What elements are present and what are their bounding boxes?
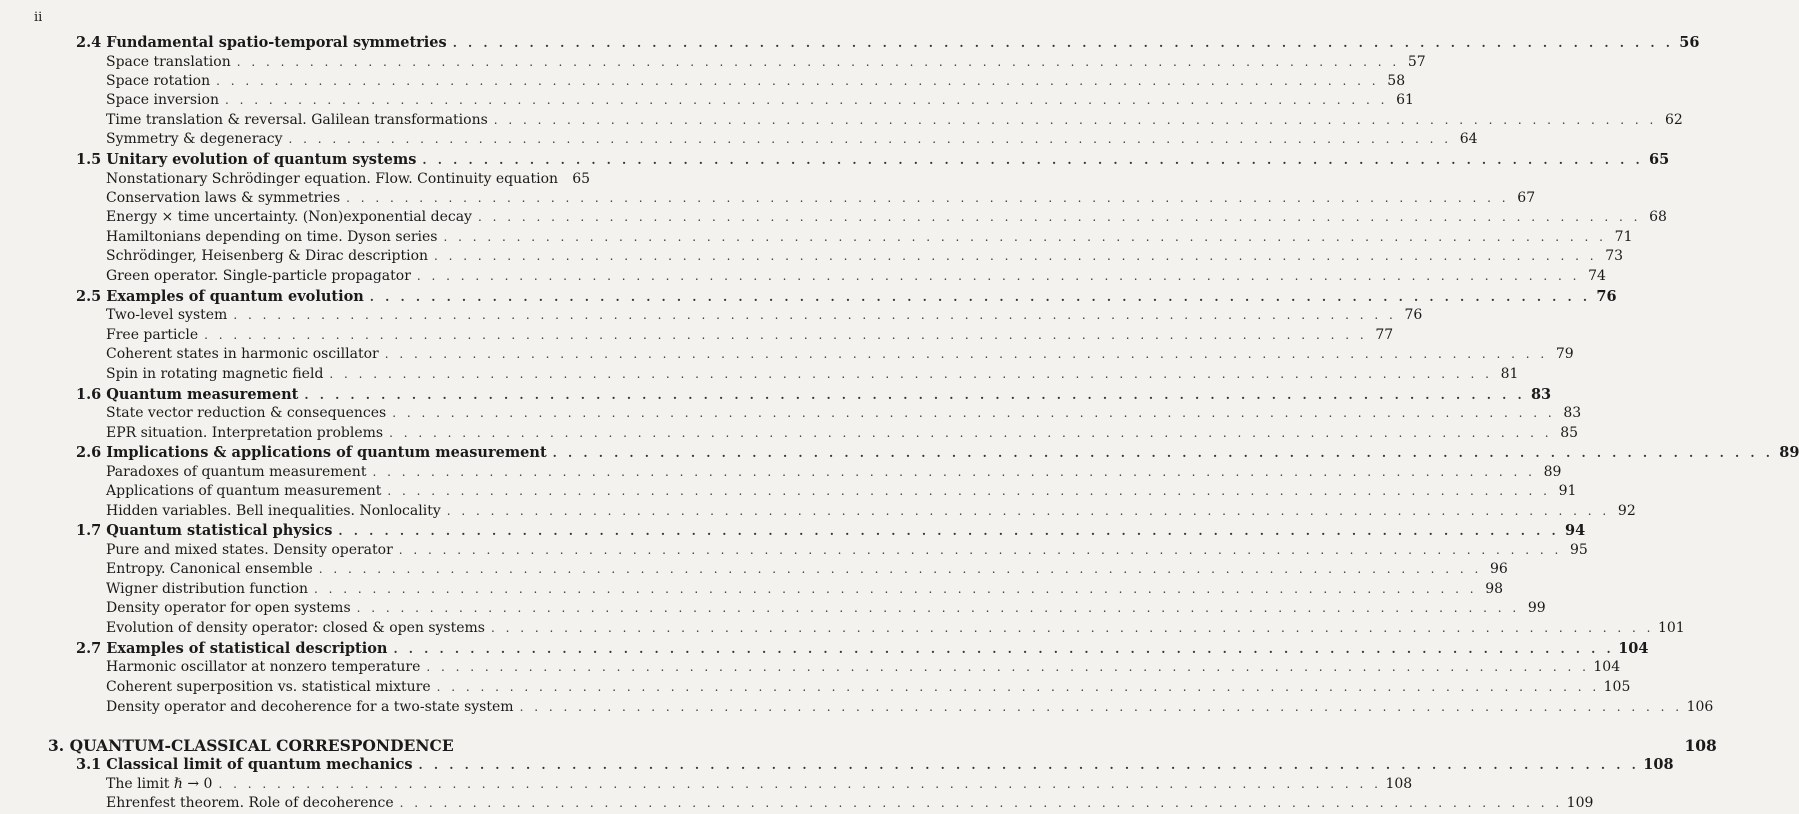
toc-entry-sub[interactable]	[106, 679, 1631, 698]
dot-leader: . . . . . . . . . . . . . . . . . . . . . . . . . . . . . . . . . . . . . . . . . . . . . . . . . . . . . . . . . . . . . . . . . . . . . . . . . . . . . . . .	[418, 758, 1640, 772]
toc-entry-title: Density operator for open systems	[106, 600, 351, 616]
dot-leader: . . . . . . . . . . . . . . . . . . . . . . . . . . . . . . . . . . . . . . . . . . . . . . . . . . . . . . . . . . . . . . . . . . . . . . . . . . . . . . . .	[233, 308, 1397, 322]
toc-entry-page: 104	[1593, 659, 1621, 675]
toc-entry-title: 2.6 Implications & applications of quantum measurement	[76, 444, 547, 461]
toc-entry-sub[interactable]	[106, 542, 1588, 561]
toc-entry-title: Green operator. Single-particle propagator	[106, 268, 411, 284]
toc-entry-sub[interactable]	[106, 229, 1633, 248]
toc-entry-title: Applications of quantum measurement	[106, 483, 382, 499]
dot-leader: . . . . . . . . . . . . . . . . . . . . . . . . . . . . . . . . . . . . . . . . . . . . . . . . . . . . . . . . . . . . . . . . . . . . . . . . . . . . . . . .	[218, 777, 1382, 791]
toc-entry-title: Hidden variables. Bell inequalities. Nonlocality	[106, 503, 441, 519]
toc-entry-title: Coherent states in harmonic oscillator	[106, 346, 379, 362]
toc-entry-page: 101	[1657, 620, 1685, 636]
toc-entry-section[interactable]	[76, 444, 1799, 463]
toc-entry-title: Space rotation	[106, 73, 211, 89]
toc-entry-page: 105	[1603, 679, 1631, 695]
toc-entry-title: Harmonic oscillator at nonzero temperature	[106, 659, 421, 675]
dot-leader: . . . . . . . . . . . . . . . . . . . . . . . . . . . . . . . . . . . . . . . . . . . . . . . . . . . . . . . . . . . . . . . . . . . . . . . . . . . . . . . .	[304, 388, 1526, 402]
toc-entry-page: 74	[1588, 268, 1606, 284]
dot-leader: . . . . . . . . . . . . . . . . . . . . . . . . . . . . . . . . . . . . . . . . . . . . . . . . . . . . . . . . . . . . . . . . . . . . . . . . . . . . . . . .	[477, 210, 1641, 224]
toc-entry-sub[interactable]	[106, 171, 591, 190]
toc-entry-page: 77	[1375, 327, 1394, 343]
dot-leader: . . . . . . . . . . . . . . . . . . . . . . . . . . . . . . . . . . . . . . . . . . . . . . . . . . . . . . . . . . . . . . . . . . . . . . . . . . . . . . . .	[204, 328, 1368, 342]
toc-entry-sub[interactable]	[106, 190, 1536, 209]
toc-entry-sub[interactable]	[106, 327, 1394, 346]
toc-entry-page: 85	[1560, 425, 1579, 441]
dot-leader: . . . . . . . . . . . . . . . . . . . . . . . . . . . . . . . . . . . . . . . . . . . . . . . . . . . . . . . . . . . . . . . . . . . . . . . . . . . . . . . .	[372, 465, 1536, 479]
dot-leader: . . . . . . . . . . . . . . . . . . . . . . . . . . . . . . . . . . . . . . . . . . . . . . . . . . . . . . . . . . . . . . . . . . . . . . . . . . . . . . . .	[318, 562, 1482, 576]
toc-entry-title: Spin in rotating magnetic field	[106, 366, 324, 382]
toc-entry-page: 106	[1686, 699, 1714, 715]
toc-entry-section[interactable]	[76, 386, 1552, 405]
toc-entry-title: Paradoxes of quantum measurement	[106, 464, 367, 480]
toc-entry-page: 61	[1396, 92, 1414, 108]
toc-entry-page: 65	[1648, 151, 1670, 168]
toc-entry-sub[interactable]	[106, 776, 1413, 795]
dot-leader: . . . . . . . . . . . . . . . . . . . . . . . . . . . . . . . . . . . . . . . . . . . . . . . . . . . . . . . . . . . . . . . . . . . . . . . . . . . . . . . .	[490, 621, 1654, 635]
dot-leader: . . . . . . . . . . . . . . . . . . . . . . . . . . . . . . . . . . . . . . . . . . . . . . . . . . . . . . . . . . . . . . . . . . . . . . . . . . . . . . . .	[446, 504, 1610, 518]
toc-entry-page: 76	[1596, 288, 1617, 305]
dot-leader: . . . . . . . . . . . . . . . . . . . . . . . . . . . . . . . . . . . . . . . . . . . . . . . . . . . . . . . . . . . . . . . . . . . . . . . . . . . . . . . .	[436, 680, 1600, 694]
toc-entry-page: 56	[1679, 34, 1700, 51]
toc-entry-section[interactable]	[76, 522, 1586, 541]
dot-leader: . . . . . . . . . . . . . . . . . . . . . . . . . . . . . . . . . . . . . . . . . . . . . . . . . . . . . . . . . . . . . . . . . . . . . . . . . . . . . . . .	[493, 113, 1657, 127]
toc-entry-section[interactable]	[76, 756, 1674, 775]
toc-entry-sub[interactable]	[106, 366, 1519, 385]
toc-entry-title: 1.5 Unitary evolution of quantum systems	[76, 151, 417, 168]
dot-leader: . . . . . . . . . . . . . . . . . . . . . . . . . . . . . . . . . . . . . . . . . . . . . . . . . . . . . . . . . . . . . . . . . . . . . . . . . . . . . . . .	[224, 93, 1388, 107]
toc-entry-section[interactable]	[76, 34, 1700, 53]
dot-leader: . . . . . . . . . . . . . . . . . . . . . . . . . . . . . . . . . . . . . . . . . . . . . . . . . . . . . . . . . . . . . . . . . . . . . . . . . . . . . . . .	[398, 543, 1562, 557]
toc-entry-page: 94	[1564, 522, 1586, 539]
toc-entry-title: State vector reduction & consequences	[106, 405, 387, 421]
toc-entry-title: Density operator and decoherence for a two-state system	[106, 699, 514, 715]
dot-leader: . . . . . . . . . . . . . . . . . . . . . . . . . . . . . . . . . . . . . . . . . . . . . . . . . . . . . . . . . . . . . . . . . . . . . . . . . . . . . . . .	[399, 796, 1563, 810]
toc-entry-page: 71	[1614, 229, 1633, 245]
toc-entry-title: Space inversion	[106, 92, 219, 108]
toc-entry-page: 108	[1643, 756, 1674, 773]
toc-entry-title: Entropy. Canonical ensemble	[106, 561, 313, 577]
toc-entry-title: Coherent superposition vs. statistical mixture	[106, 679, 431, 695]
dot-leader: . . . . . . . . . . . . . . . . . . . . . . . . . . . . . . . . . . . . . . . . . . . . . . . . . . . . . . . . . . . . . . . . . . . . . . . . . . . . . . . .	[314, 582, 1478, 596]
dot-leader: . . . . . . . . . . . . . . . . . . . . . . . . . . . . . . . . . . . . . . . . . . . . . . . . . . . . . . . . . . . . . . . . . . . . . . . . . . . . . . . .	[288, 132, 1452, 146]
dot-leader: . . . . . . . . . . . . . . . . . . . . . . . . . . . . . . . . . . . . . . . . . . . . . . . . . . . . . . . . . . . . . . . . . . . . . . . . . . . . . . . .	[356, 601, 1520, 615]
dot-leader: . . . . . . . . . . . . . . . . . . . . . . . . . . . . . . . . . . . . . . . . . . . . . . . . . . . . . . . . . . . . . . . . . . . . . . . . . . . . . . . .	[434, 249, 1598, 263]
dot-leader: . . . . . . . . . . . . . . . . . . . . . . . . . . . . . . . . . . . . . . . . . . . . . . . . . . . . . . . . . . . . . . . . . . . . . . . . . . . . . . . .	[393, 642, 1615, 656]
toc-entry-page: 64	[1459, 131, 1478, 147]
dot-leader: . . . . . . . . . . . . . . . . . . . . . . . . . . . . . . . . . . . . . . . . . . . . . . . . . . . . . . . . . . . . . . . . . . . . . . . . . . . . . . . .	[384, 347, 1548, 361]
toc-entry-sub[interactable]	[106, 307, 1423, 326]
toc-entry-sub[interactable]	[106, 248, 1624, 267]
toc-entry-title: Conservation laws & symmetries	[106, 190, 341, 206]
dot-leader: . . . . . . . . . . . . . . . . . . . . . . . . . . . . . . . . . . . . . . . . . . . . . . . . . . . . . . . . . . . . . . . . . . . . . . . . . . . . . . . .	[389, 426, 1553, 440]
toc-entry-title: Two-level system	[106, 307, 228, 323]
toc-entry-title: Schrödinger, Heisenberg & Dirac description	[106, 248, 429, 264]
toc-entry-page: 67	[1517, 190, 1536, 206]
toc-entry-page: 104	[1618, 640, 1649, 657]
toc-entry-sub[interactable]	[106, 209, 1667, 228]
toc-entry-title: Nonstationary Schrödinger equation. Flow. Continuity equation	[106, 171, 559, 187]
toc-entry-page: 58	[1387, 73, 1406, 89]
toc-entry-page: 76	[1404, 307, 1423, 323]
toc-entry-page: 108	[1684, 736, 1717, 755]
toc-entry-title: 2.7 Examples of statistical description	[76, 640, 388, 657]
toc-entry-page: 65	[572, 171, 591, 187]
toc-entry-sub[interactable]	[106, 620, 1685, 639]
toc-entry-title: Time translation & reversal. Galilean transformations	[106, 112, 488, 128]
toc-entry-title: Symmetry & degeneracy	[106, 131, 283, 147]
toc-entry-title: EPR situation. Interpretation problems	[106, 425, 384, 441]
toc-entry-page: 68	[1649, 209, 1667, 225]
dot-leader: . . . . . . . . . . . . . . . . . . . . . . . . . . . . . . . . . . . . . . . . . . . . . . . . . . . . . . . . . . . . . . . . . . . . . . . . . . . . . . . .	[416, 269, 1580, 283]
toc-entry-title: Wigner distribution function	[106, 581, 309, 597]
toc-entry-page: 108	[1385, 776, 1413, 792]
toc-entry-sub[interactable]	[106, 131, 1478, 150]
toc-entry-sub[interactable]	[106, 405, 1582, 424]
toc-entry-title: 1.6 Quantum measurement	[76, 386, 299, 403]
toc-entry-page: 83	[1530, 386, 1552, 403]
dot-leader: . . . . . . . . . . . . . . . . . . . . . . . . . . . . . . . . . . . . . . . . . . . . . . . . . . . . . . . . . . . . . . . . . . . . . . . . . . . . . . . .	[346, 191, 1510, 205]
toc-entry-page: 89	[1779, 444, 1799, 461]
dot-leader: . . . . . . . . . . . . . . . . . . . . . . . . . . . . . . . . . . . . . . . . . . . . . . . . . . . . . . . . . . . . . . . . . . . . . . . . . . . . . . . .	[392, 406, 1556, 420]
toc-entry-page: 99	[1527, 600, 1546, 616]
page-number: ii	[34, 10, 43, 25]
dot-leader: . . . . . . . . . . . . . . . . . . . . . . . . . . . . . . . . . . . . . . . . . . . . . . . . . . . . . . . . . . . . . . . . . . . . . . . . . . . . . . . .	[552, 446, 1774, 460]
dot-leader: . . . . . . . . . . . . . . . . . . . . . . . . . . . . . . . . . . . . . . . . . . . . . . . . . . . . . . . . . . . . . . . . . . . . . . . . . . . . . . . .	[519, 700, 1683, 714]
toc-entry-sub[interactable]	[106, 92, 1414, 111]
toc-entry-section[interactable]	[76, 288, 1617, 307]
toc-entry-title: Space translation	[106, 54, 231, 70]
dot-leader: . . . . . . . . . . . . . . . . . . . . . . . . . . . . . . . . . . . . . . . . . . . . . . . . . . . . . . . . . . . . . . . . . . . . . . . . . . . . . . . .	[369, 290, 1591, 304]
toc-entry-sub[interactable]	[106, 346, 1574, 365]
dot-leader: . . . . . . . . . . . . . . . . . . . . . . . . . . . . . . . . . . . . . . . . . . . . . . . . . . . . . . . . . . . . . . . . . . . . . . . . . . . . . . . .	[236, 55, 1400, 69]
toc-entry-sub[interactable]	[106, 699, 1714, 718]
toc-entry-title: 2.4 Fundamental spatio-temporal symmetries	[76, 34, 447, 51]
dot-leader: . . . . . . . . . . . . . . . . . . . . . . . . . . . . . . . . . . . . . . . . . . . . . . . . . . . . . . . . . . . . . . . . . . . . . . . . . . . . . . . .	[443, 230, 1607, 244]
toc-entry-page: 79	[1555, 346, 1574, 362]
toc-entry-page: 62	[1664, 112, 1683, 128]
toc-entry-title: 1.7 Quantum statistical physics	[76, 522, 333, 539]
dot-leader: . . . . . . . . . . . . . . . . . . . . . . . . . . . . . . . . . . . . . . . . . . . . . . . . . . . . . . . . . . . . . . . . . . . . . . . . . . . . . . . .	[452, 36, 1674, 50]
toc-entry-page: 73	[1605, 248, 1624, 264]
dot-leader: . . . . . . . . . . . . . . . . . . . . . . . . . . . . . . . . . . . . . . . . . . . . . . . . . . . . . . . . . . . . . . . . . . . . . . . . . . . . . . . .	[338, 524, 1560, 538]
toc-entry-sub[interactable]	[106, 112, 1683, 131]
toc-entry-section[interactable]	[76, 151, 1670, 170]
toc-entry-sub[interactable]	[106, 73, 1406, 92]
toc-entry-page: 98	[1485, 581, 1504, 597]
toc-entry-title: Evolution of density operator: closed & open systems	[106, 620, 485, 636]
toc-entry-sub[interactable]	[106, 268, 1606, 287]
toc-entry-page: 92	[1617, 503, 1636, 519]
toc-entry-title: Energy × time uncertainty. (Non)exponential decay	[106, 209, 472, 225]
toc-entry-title: 2.5 Examples of quantum evolution	[76, 288, 364, 305]
dot-leader: . . . . . . . . . . . . . . . . . . . . . . . . . . . . . . . . . . . . . . . . . . . . . . . . . . . . . . . . . . . . . . . . . . . . . . . . . . . . . . . .	[387, 484, 1551, 498]
toc-entry-title: 3.1 Classical limit of quantum mechanics	[76, 756, 413, 773]
toc-entry-sub[interactable]	[106, 659, 1621, 678]
toc-entry-title: 3. QUANTUM-CLASSICAL CORRESPONDENCE	[48, 736, 454, 755]
toc-entry-title: Hamiltonians depending on time. Dyson series	[106, 229, 438, 245]
toc-entry-sub[interactable]	[106, 54, 1426, 73]
toc-entry-page: 83	[1563, 405, 1582, 421]
toc-entry-title: Ehrenfest theorem. Role of decoherence	[106, 795, 394, 811]
toc-entry-sub[interactable]	[106, 600, 1546, 619]
toc-entry-page: 96	[1489, 561, 1508, 577]
dot-leader: . . . . . . . . . . . . . . . . . . . . . . . . . . . . . . . . . . . . . . . . . . . . . . . . . . . . . . . . . . . . . . . . . . . . . . . . . . . . . . . .	[329, 367, 1493, 381]
toc-entry-chapter[interactable]	[48, 736, 1717, 755]
toc-entry-page: 95	[1569, 542, 1588, 558]
toc-entry-page: 57	[1407, 54, 1426, 70]
toc-entry-section[interactable]	[76, 640, 1649, 659]
toc-entry-sub[interactable]	[106, 464, 1562, 483]
toc-entry-sub[interactable]	[106, 425, 1579, 444]
toc-entry-sub[interactable]	[106, 503, 1636, 522]
dot-leader: . . . . . . . . . . . . . . . . . . . . . . . . . . . . . . . . . . . . . . . . . . . . . . . . . . . . . . . . . . . . . . . . . . . . . . . . . . . . . . . .	[422, 153, 1644, 167]
toc-entry-page: 109	[1566, 795, 1594, 811]
toc-entry-page: 81	[1500, 366, 1519, 382]
toc-entry-page: 91	[1558, 483, 1577, 499]
dot-leader: . . . . . . . . . . . . . . . . . . . . . . . . . . . . . . . . . . . . . . . . . . . . . . . . . . . . . . . . . . . . . . . . . . . . . . . . . . . . . . . .	[426, 660, 1590, 674]
toc-entry-sub[interactable]	[106, 581, 1504, 600]
toc-entry-title: The limit ℏ → 0	[106, 776, 213, 792]
dot-leader: . . . . . . . . . . . . . . . . . . . . . . . . . . . . . . . . . . . . . . . . . . . . . . . . . . . . . . . . . . . . . . . . . . . . . . . . . . . . . . . .	[216, 74, 1380, 88]
toc-entry-page: 89	[1543, 464, 1562, 480]
toc-entry-title: Free particle	[106, 327, 199, 343]
toc-entry-sub[interactable]	[106, 561, 1508, 580]
toc-entry-title: Pure and mixed states. Density operator	[106, 542, 393, 558]
toc-entry-sub[interactable]	[106, 483, 1577, 502]
toc-entry-sub[interactable]	[106, 795, 1594, 814]
